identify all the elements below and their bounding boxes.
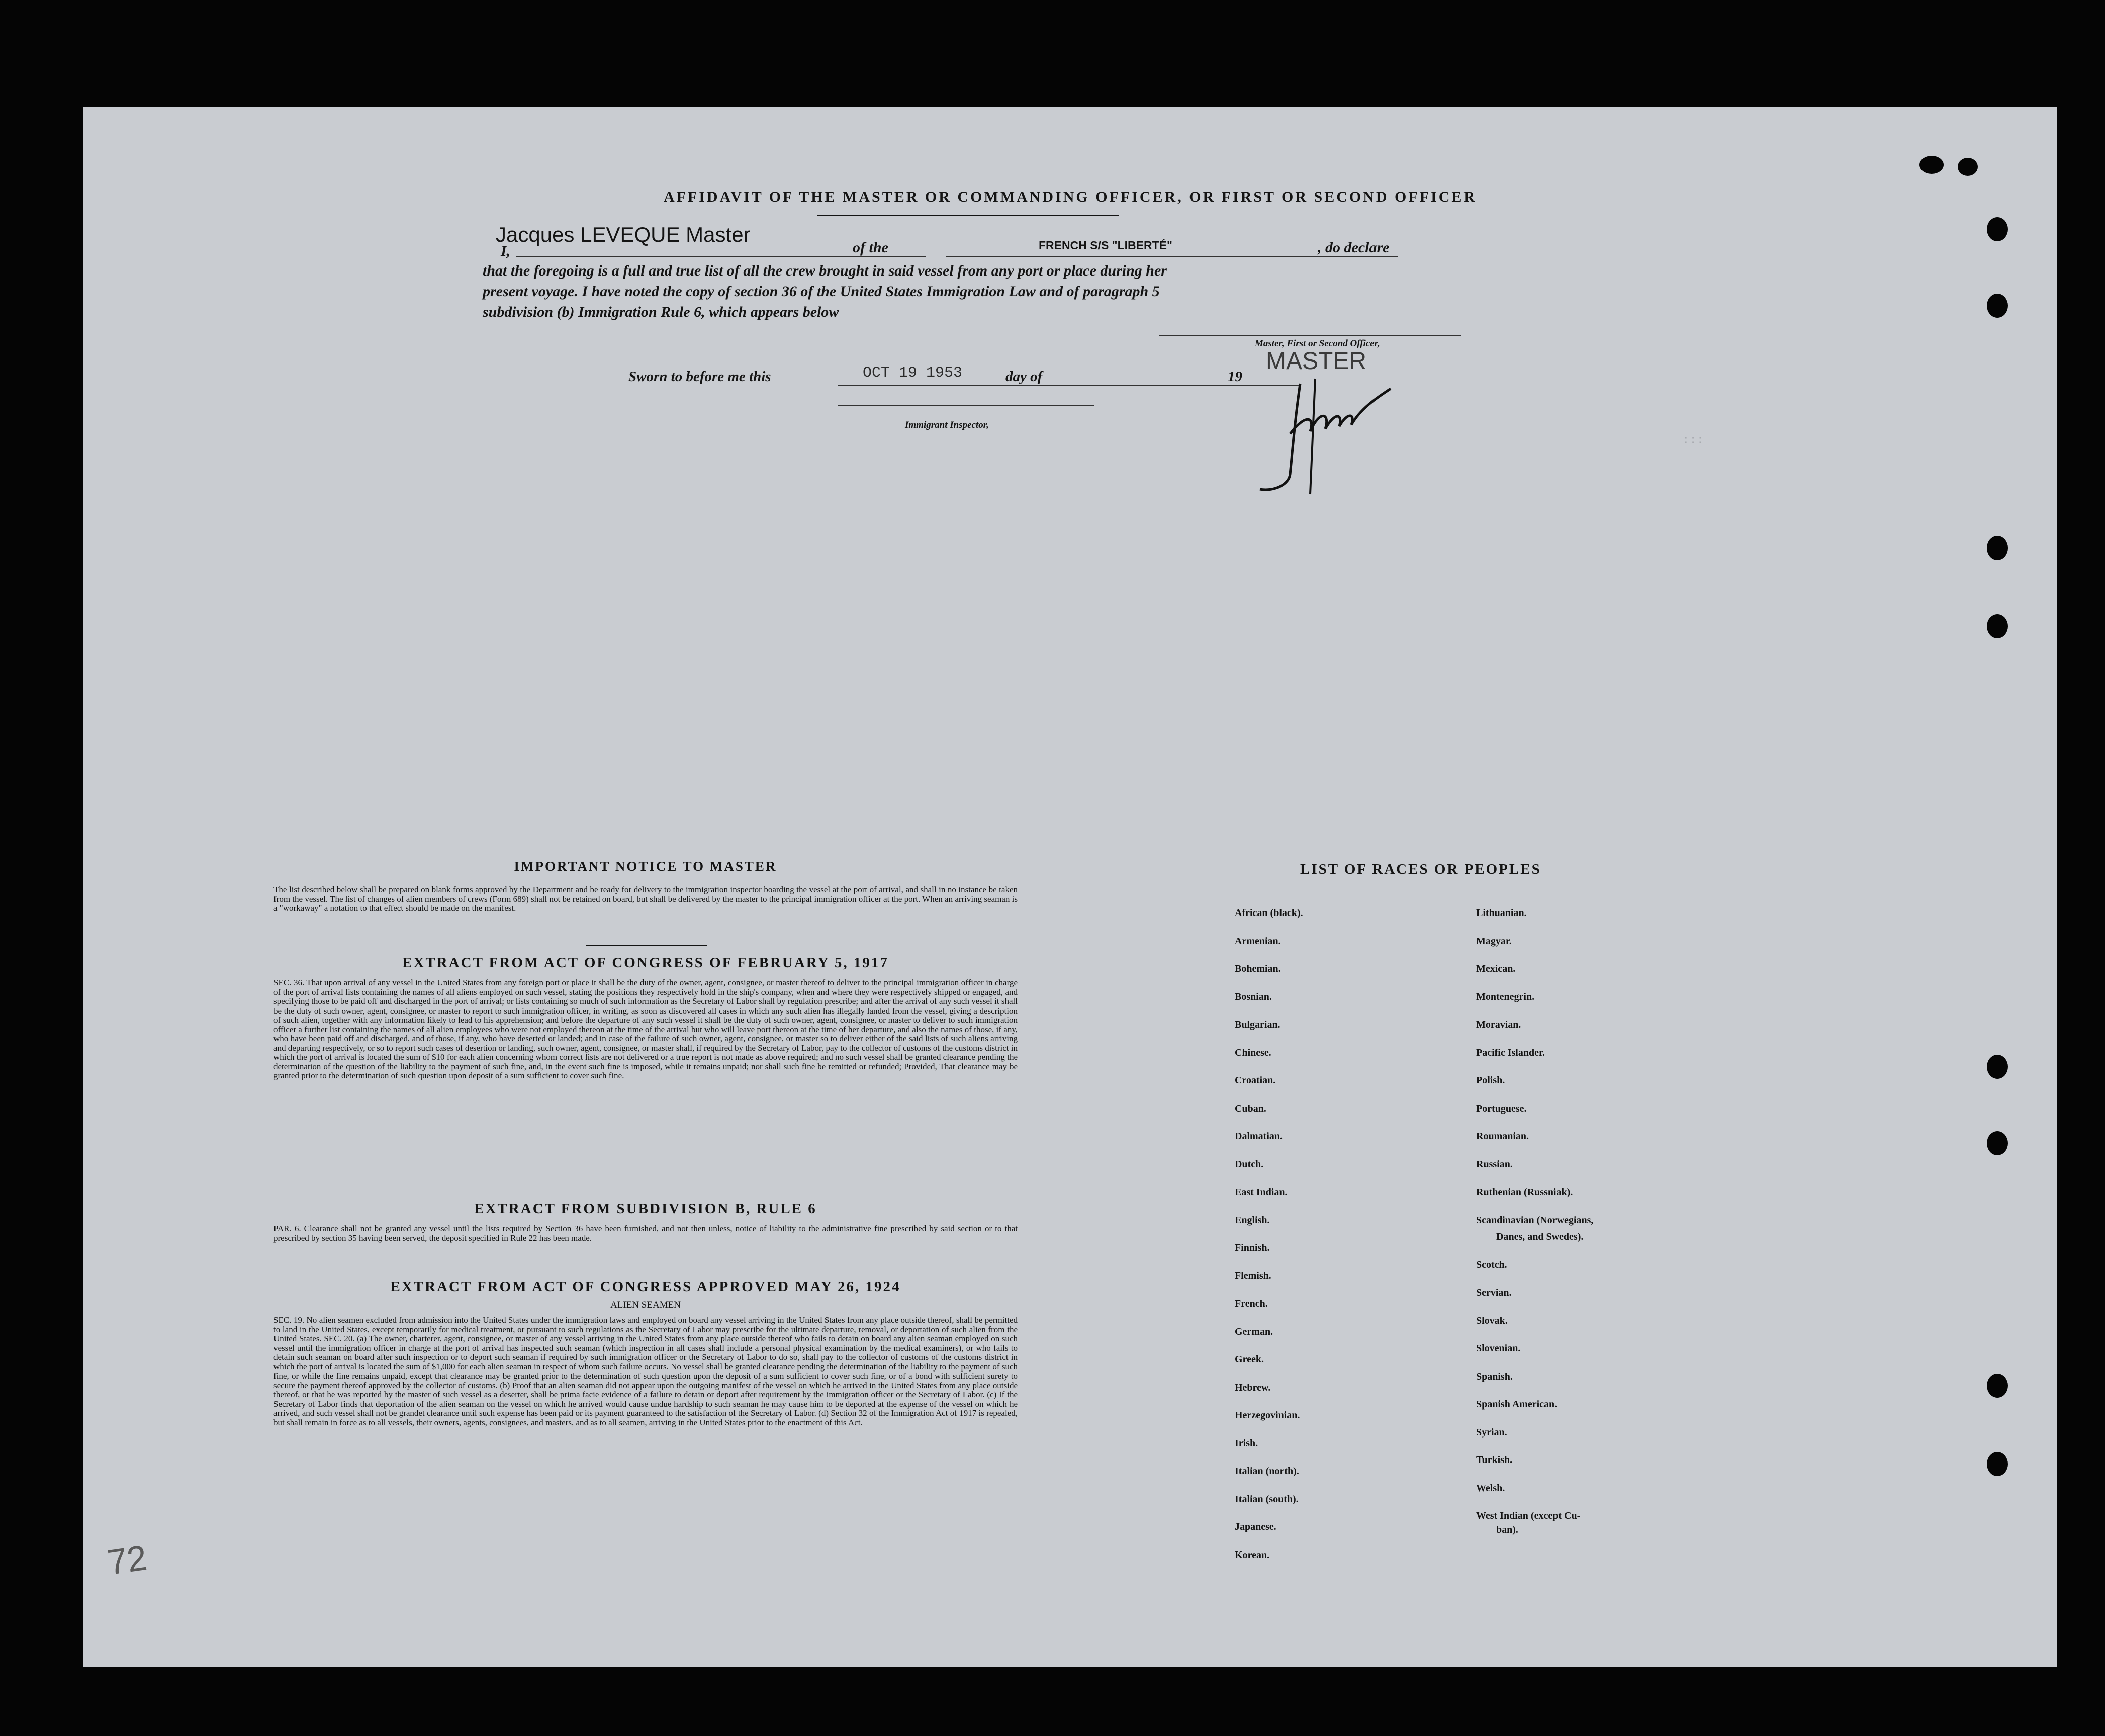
race-item: Ruthenian (Russniak). [1476, 1186, 1573, 1198]
master-signature [1240, 369, 1401, 499]
race-item: Lithuanian. [1476, 907, 1527, 919]
handwritten-name: Jacques LEVEQUE Master [496, 223, 751, 246]
race-item: Bosnian. [1235, 991, 1272, 1002]
extract-1924-text: SEC. 19. No alien seamen excluded from admission into the United States under the immigration laws and employed on board any vessel arriving in the United States from any place outside thereof, shall be permitted to land in the United States, except temporarily for medical treatment, or pursuant to such regulations as the Secretary of Labor may prescribe for the ultimate departure, removal, or deportation of such alien from the United States. SEC. 20. (a) The owner, charterer, agent, consignee, or master of any vessel arriving in the United States from any place outside thereof who fails to detain on board any alien seaman employed on such vessel until the immigration officer in charge at the port of arrival has inspected such seaman (which inspection in all cases shall include a personal physical examination by the medical examiners), or who fails to detain such seaman on board after such inspection or to deport such seaman if required by such immigration officer or the Secretary of Labor to do so, shall pay to the collector of customs of the customs district in which the port of arrival is located the sum of $1,000 for each alien seaman in respect of whom such failure occurs. No vessel shall be granted clearance pending the determination of the liability to the payment of such fine, or while the fine remains unpaid, except that clearance may be granted prior to the determination of such question upon the deposit of a sum sufficient to cover such fine, or of a bond with sufficient surety to secure the payment thereof approved by the collector of customs. (b) Proof that an alien seaman did not appear upon the outgoing manifest of the vessel on which he arrived in the United States from any place outside thereof, or that he was reported by the master of such vessel as a deserter, shall be prima facie evidence of a failure to detain or deport after requirement by the immigration officer or the Secretary of Labor. (c) If the Secretary of Labor finds that deportation of the alien seaman on the vessel on which he arrived would cause undue hardship to such seaman he may cause him to be deported at the expense of the vessel on which he arrived, and such vessel shall not be grandet clearance until such expense has been paid or its payment guaranteed to the satisfaction of the Secretary of Labor. (d) Section 32 of the Immigration Act of 1917 is repealed, but shall remain in force as to all vessels, their owners, agents, consignees, and masters, and as to all seamen, arriving in the United States prior to the enactment of this Act. [273, 1315, 1018, 1427]
race-item: Herzegovinian. [1235, 1410, 1300, 1421]
race-item: Bohemian. [1235, 963, 1281, 974]
do-declare-label: , do declare [1318, 239, 1390, 256]
day-of-label: day of [1005, 369, 1043, 385]
officer-stamp: MASTER [1266, 348, 1367, 375]
sworn-label: Sworn to before me this [628, 369, 771, 385]
race-item: Spanish. [1476, 1370, 1513, 1382]
race-item: Armenian. [1235, 935, 1281, 947]
vessel-name: FRENCH S/S "LIBERTÉ" [1039, 239, 1172, 252]
race-item: Welsh. [1476, 1482, 1505, 1494]
declaration-line-3: present voyage. I have noted the copy of section 36 of the United States Immigration Law and of paragraph 5 [483, 283, 1160, 300]
race-item: Portuguese. [1476, 1103, 1527, 1114]
title-underline [817, 215, 1119, 216]
race-item: English. [1235, 1214, 1270, 1226]
punch-hole [1987, 1055, 2008, 1079]
race-item: West Indian (except Cu- [1476, 1510, 1581, 1521]
race-item: Korean. [1235, 1549, 1270, 1561]
punch-hole [1958, 158, 1978, 176]
race-item: ban). [1496, 1524, 1518, 1535]
race-item: Bulgarian. [1235, 1019, 1280, 1030]
races-title: LIST OF RACES OR PEOPLES [1300, 861, 1541, 877]
race-item: Japanese. [1235, 1521, 1276, 1532]
affidavit-title: AFFIDAVIT OF THE MASTER OR COMMANDING OFFICER, OR FIRST OR SECOND OFFICER [663, 189, 1477, 205]
officer-signature-line [1159, 334, 1461, 336]
race-item: Finnish. [1235, 1242, 1270, 1253]
punch-hole [1987, 1131, 2008, 1155]
extract-1917-title: EXTRACT FROM ACT OF CONGRESS OF FEBRUARY 5, 1917 [402, 955, 889, 971]
race-item: Magyar. [1476, 935, 1512, 947]
race-item: Italian (north). [1235, 1466, 1299, 1477]
extract-1924-title: EXTRACT FROM ACT OF CONGRESS APPROVED MAY 26, 1924 [390, 1278, 901, 1295]
notice-intro: The list described below shall be prepared on blank forms approved by the Department and be ready for delivery to the immigration inspector boarding the vessel at the port of arrival, and shall in no instance be taken from the vessel. The list of changes of alien members of crews (Form 689) shall not be retained on board, but shall be delivered by the master to the principal immigration officer at the port. When an arriving seaman is a "workaway" a notation to that effect should be made on the manifest. [273, 885, 1018, 913]
race-item: Irish. [1235, 1437, 1258, 1449]
race-item: Dutch. [1235, 1158, 1264, 1170]
race-item: Scotch. [1476, 1259, 1507, 1270]
race-item: Cuban. [1235, 1103, 1266, 1114]
punch-hole [1987, 1374, 2008, 1398]
extract-1917-text: SEC. 36. That upon arrival of any vessel in the United States from any foreign port or place it shall be the duty of the owner, agent, consignee, or master thereof to deliver to the principal immigration officer in charge of the port of arrival lists containing the names of all aliens employed on such vessel, stating the positions they respectively hold in the ship's company, when and where they were respectively shipped or engaged, and specifying those to be paid off and discharged in the port of arrival; or lists containing so much of such information as the Secretary of Labor shall by regulation prescribe; and after the arrival of any such vessel it shall be the duty of such owner, agent, consignee, or master to report to such immigration officer, in writing, as soon as discovered all cases in which any such alien has illegally landed from the vessel, giving a description of such alien, together with any information likely to lead to his apprehension; and before the departure of any such vessel it shall be the duty of such owner, agent, consignee, or master to deliver to such immigration officer a further list containing the names of all alien employees who were not employed thereon at the time of the arrival but who will leave port thereon at the time of her departure, and also the names of those, if any, who have been paid off and discharged, and of those, if any, who have deserted or landed; and in case of the failure of such owner, agent, consignee, or master so to deliver either of the said lists of such aliens arriving and departing respectively, or so to report such cases of desertion or landing, such owner, agent, consignee, or master shall, if required by the Secretary of Labor, pay to the collector of customs of the customs district in which the port of arrival is located the sum of $10 for each alien concerning whom correct lists are not delivered or a true report is not made as above required; and no such vessel shall be granted clearance pending the determination of the question of the liability to the payment of such fine, and, in the event such fine is imposed, while it remains unpaid; nor shall such fine be remitted or refunded; Provided, That clearance may be granted prior to the determination of such question upon deposit of a sum sufficient to cover such fine. [273, 978, 1018, 1080]
pronoun-label: I, [501, 243, 511, 259]
punch-hole [1919, 156, 1944, 174]
inspector-signature-line [838, 404, 1094, 406]
race-item: German. [1235, 1326, 1273, 1337]
race-item: Danes, and Swedes). [1496, 1231, 1584, 1242]
race-item: Dalmatian. [1235, 1131, 1283, 1142]
race-item: Syrian. [1476, 1426, 1507, 1438]
race-item: Greek. [1235, 1354, 1264, 1365]
punch-hole [1987, 217, 2008, 241]
punch-hole [1987, 294, 2008, 318]
extract-rule6-title: EXTRACT FROM SUBDIVISION B, RULE 6 [474, 1201, 817, 1217]
notice-title: IMPORTANT NOTICE TO MASTER [514, 859, 777, 874]
race-item: Servian. [1476, 1287, 1512, 1298]
punch-hole [1987, 536, 2008, 560]
race-item: Slovenian. [1476, 1343, 1521, 1354]
race-item: Mexican. [1476, 963, 1516, 974]
race-item: Croatian. [1235, 1075, 1276, 1086]
race-item: Hebrew. [1235, 1382, 1271, 1393]
inspector-label: Immigrant Inspector, [905, 420, 989, 430]
race-item: Chinese. [1235, 1047, 1271, 1058]
race-item: Italian (south). [1235, 1493, 1299, 1505]
race-item: Slovak. [1476, 1315, 1508, 1326]
manifest-page [83, 107, 2057, 1667]
race-item: East Indian. [1235, 1186, 1288, 1198]
race-item: Montenegrin. [1476, 991, 1535, 1002]
race-item: Polish. [1476, 1075, 1505, 1086]
punch-hole [1987, 1452, 2008, 1476]
race-item: Pacific Islander. [1476, 1047, 1545, 1058]
race-item: Turkish. [1476, 1454, 1513, 1466]
race-item: Flemish. [1235, 1270, 1271, 1282]
punch-hole [1987, 614, 2008, 638]
officer-label: Master, First or Second Officer, [1255, 338, 1380, 349]
notice-divider [586, 945, 707, 946]
of-the-label: of the [853, 239, 888, 256]
race-item: Russian. [1476, 1158, 1513, 1170]
race-item: Spanish American. [1476, 1399, 1558, 1410]
sworn-date-stamp: OCT 19 1953 [863, 364, 963, 382]
bleed-through-text: ::: [1682, 434, 1704, 447]
race-item: Roumanian. [1476, 1131, 1529, 1142]
declaration-line-4: subdivision (b) Immigration Rule 6, which appears below [483, 304, 839, 320]
race-item: African (black). [1235, 907, 1303, 919]
extract-rule6-text: PAR. 6. Clearance shall not be granted any vessel until the lists required by Section 36 have been furnished, and not then unless, notice of liability to the administrative fine prescribed by said section or to that prescribed by section 35 having been served, the deposit specified in Rule 22 has been made. [273, 1224, 1018, 1243]
race-item: Moravian. [1476, 1019, 1521, 1030]
margin-mark: 72 [105, 1537, 149, 1583]
race-item: Scandinavian (Norwegians, [1476, 1214, 1594, 1226]
race-item: French. [1235, 1298, 1268, 1309]
extract-1924-subtitle: ALIEN SEAMEN [610, 1300, 681, 1310]
year-prefix-label: 19 [1228, 369, 1242, 385]
declaration-line-2: that the foregoing is a full and true list of all the crew brought in said vessel from any port or place during her [483, 262, 1167, 279]
